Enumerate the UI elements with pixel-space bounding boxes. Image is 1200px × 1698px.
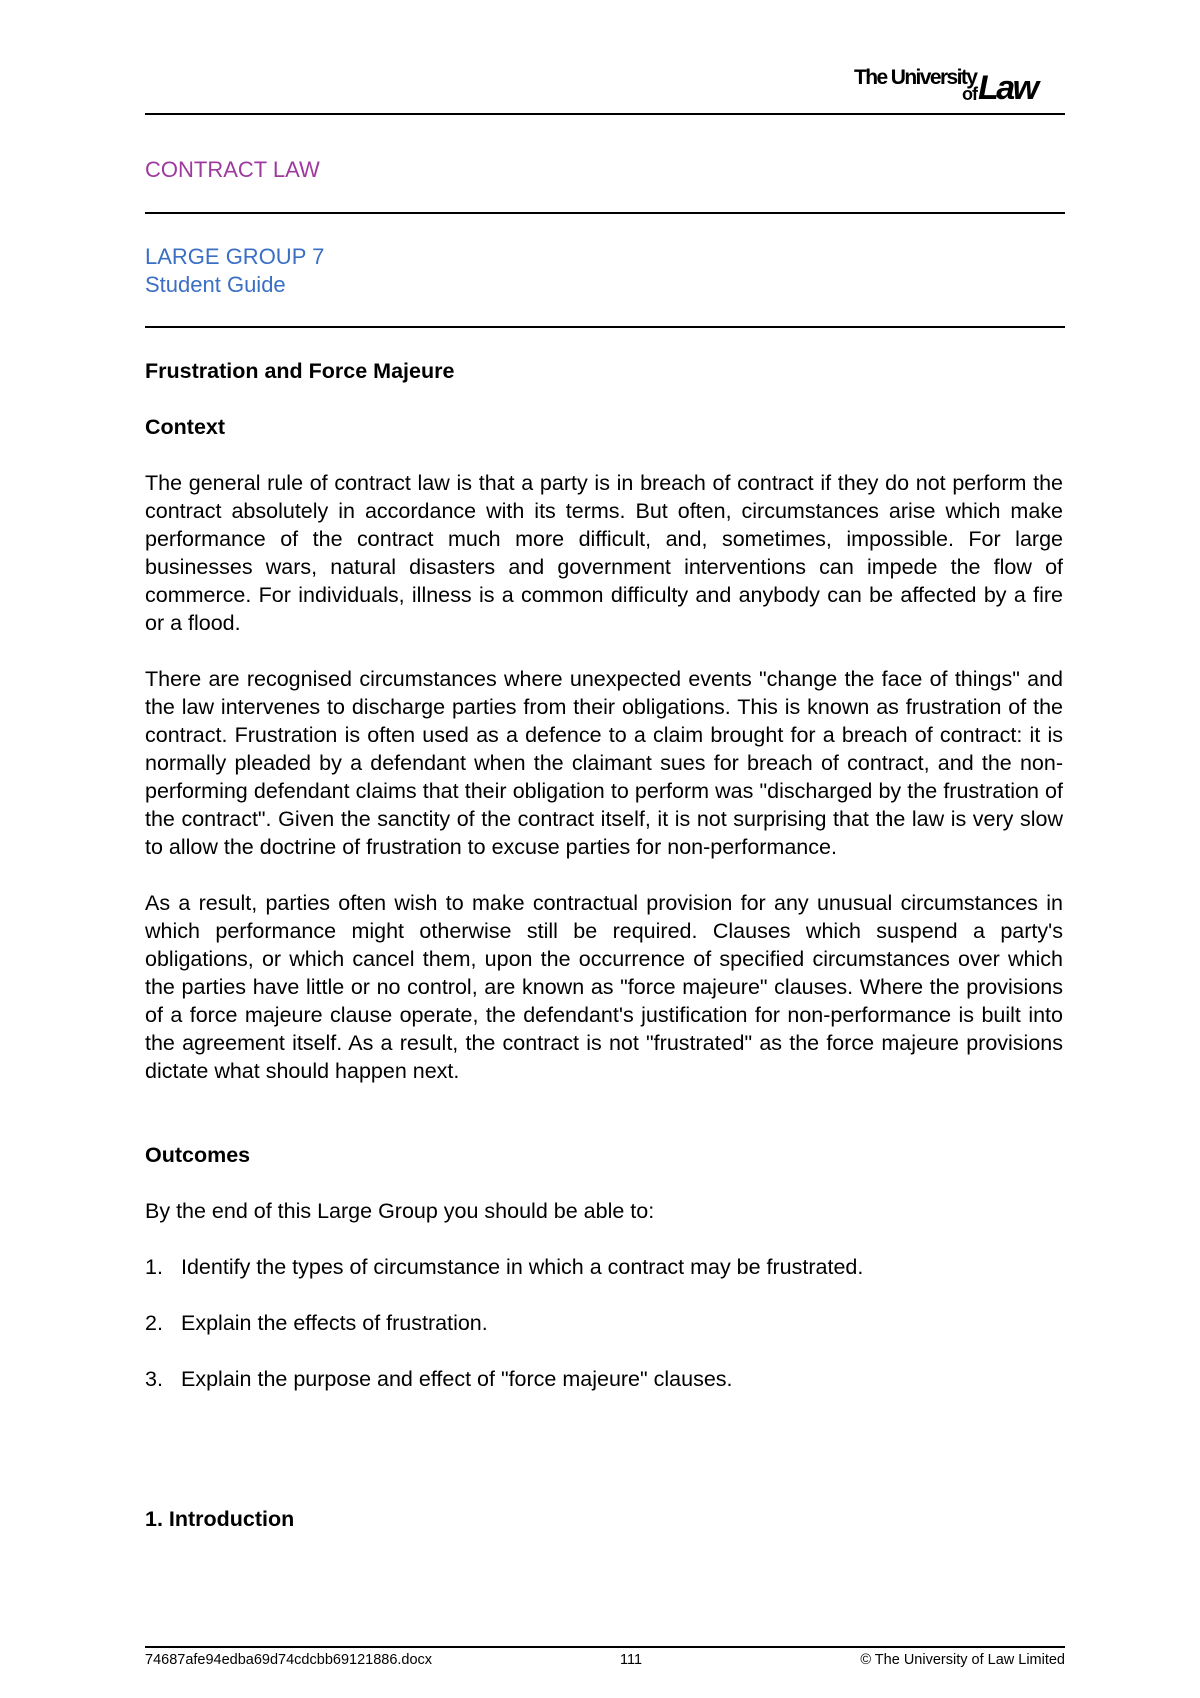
outcomes-intro: By the end of this Large Group you should be able to:	[145, 1199, 655, 1223]
document-title: Frustration and Force Majeure	[145, 359, 455, 383]
logo-text-the-university: The University	[854, 66, 977, 89]
page-footer	[145, 1652, 1065, 1672]
list-item	[145, 1309, 1063, 1337]
context-paragraph-2: There are recognised circumstances where unexpected events "change the face of things" and the law intervenes to discharge parties from their obligations. This is known as frustration of the contract. Frustration is often used as a defence to a claim brought for a breach of contract: it is normally pleaded by a defendant when the claimant sues for breach of contract, and the non-performing defendant claims that their obligation to perform was "discharged by the frustration of the contract". Given the sanctity of the contract itself, it is not surprising that the law is very slow to allow the doctrine of frustration to excuse parties for non-performance.	[145, 667, 1063, 859]
context-paragraph-1: The general rule of contract law is that a party is in breach of contract if they do not perform the contract absolutely in accordance with its terms. But often, circumstances arise which make performance of the contract much more difficult, and, sometimes, impossible. For large businesses wars, natural disasters and government interventions can impede the flow of commerce. For individuals, illness is a common difficulty and anybody can be affected by a fire or a flood.	[145, 471, 1063, 635]
footer-copyright: © The University of Law Limited	[860, 1652, 1065, 1668]
session-guide-type: Student Guide	[145, 272, 286, 297]
footer-rule	[145, 1646, 1065, 1648]
session-rule	[145, 326, 1065, 328]
list-item	[145, 1365, 1063, 1393]
introduction-heading: 1. Introduction	[145, 1507, 295, 1531]
list-item-text: Explain the purpose and effect of "force majeure" clauses.	[181, 1367, 733, 1391]
list-item	[145, 1253, 1063, 1281]
logo-text-law: Law	[978, 69, 1037, 107]
outcomes-list	[145, 1253, 1063, 1393]
logo-text-of: of	[962, 84, 977, 104]
module-title: CONTRACT LAW	[145, 157, 320, 182]
context-paragraph-3: As a result, parties often wish to make contractual provision for any unusual circumstances in which performance might otherwise still be required. Clauses which suspend a party's obligations, or which cancel them, upon the occurrence of specified circumstances over which the parties have little or no control, are known as "force majeure" clauses. Where the provisions of a force majeure clause operate, the defendant's justification for non-performance is built into the agreement itself. As a result, the contract is not "frustrated" as the force majeure provisions dictate what should happen next.	[145, 891, 1063, 1083]
header-rule	[145, 113, 1065, 115]
footer-filename: 74687afe94edba69d74cdcbb69121886.docx	[145, 1652, 433, 1668]
outcomes-heading: Outcomes	[145, 1143, 251, 1167]
session-info	[145, 243, 324, 299]
session-group: LARGE GROUP 7	[145, 244, 325, 269]
footer-page-number: 111	[620, 1652, 643, 1668]
section-spacer	[145, 1421, 1063, 1505]
title-rule	[145, 212, 1065, 214]
list-item-number: 2.	[145, 1311, 163, 1335]
list-item-number: 1.	[145, 1255, 163, 1279]
section-spacer	[145, 1113, 1063, 1141]
list-item-text: Identify the types of circumstance in which a contract may be frustrated.	[181, 1255, 864, 1279]
university-logo	[854, 66, 1064, 106]
context-heading: Context	[145, 415, 226, 439]
list-item-number: 3.	[145, 1367, 163, 1391]
list-item-text: Explain the effects of frustration.	[181, 1311, 488, 1335]
document-body	[145, 357, 1063, 1561]
